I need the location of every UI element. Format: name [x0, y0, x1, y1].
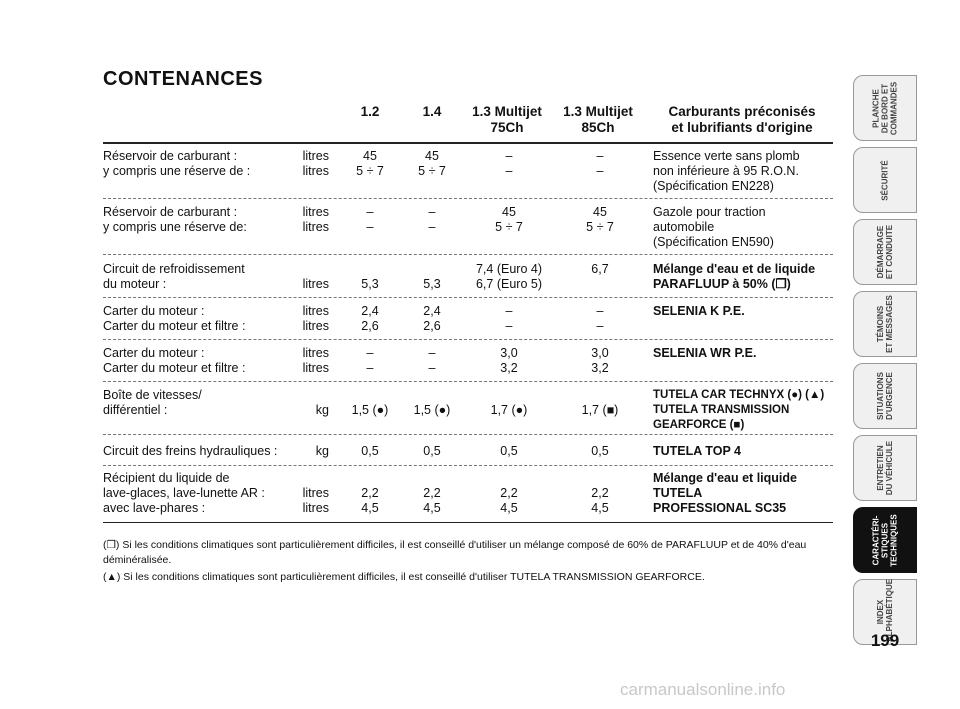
chapter-tabs [853, 75, 919, 651]
row-unit: litres litres [302, 205, 329, 234]
cell-multijet-85: 45 5 ÷ 7 [586, 205, 614, 234]
column-header-1-2: 1.2 [360, 104, 380, 119]
tab-label: SITUATIONS D'URGENCE [876, 372, 894, 420]
cell-1-2: 5,3 [361, 277, 379, 291]
tab-situations-urgence[interactable] [853, 363, 917, 429]
row-label: Circuit de refroidissement du moteur : [103, 262, 245, 291]
row-unit: litres litres [302, 149, 329, 178]
cell-multijet-75: 3,0 3,2 [500, 346, 518, 375]
row-divider [103, 339, 833, 340]
row-divider [103, 198, 833, 199]
row-label: Récipient du liquide de lave-glaces, lave-lunette AR : avec lave-phares : [103, 471, 265, 515]
row-product: Essence verte sans plomb non inférieure à 95 R.O.N. (Spécification EN228) [653, 149, 800, 193]
footnotes [103, 538, 833, 587]
row-label: Carter du moteur : Carter du moteur et filtre : [103, 304, 246, 333]
tab-securite[interactable] [853, 147, 917, 213]
row-label: Réservoir de carburant : y compris une réserve de : [103, 149, 251, 178]
page-number: 199 [870, 631, 900, 650]
cell-1-4: 2,4 2,6 [423, 304, 441, 333]
row-label: Réservoir de carburant : y compris une réserve de: [103, 205, 247, 234]
row-unit: litres litres [302, 486, 329, 515]
column-header-multijet-75: 1.3 Multijet 75Ch [472, 104, 542, 135]
row-divider [103, 434, 833, 435]
tab-label: TÉMOINS ET MESSAGES [876, 295, 894, 353]
row-product: SELENIA K P.E. [653, 304, 745, 318]
cell-1-4: – – [428, 346, 436, 375]
cell-multijet-85: 2,2 4,5 [591, 486, 609, 515]
table-bottom-rule [103, 522, 833, 523]
column-header-multijet-85: 1.3 Multijet 85Ch [563, 104, 633, 135]
row-unit: litres [302, 277, 329, 291]
row-divider [103, 297, 833, 298]
tab-temoins[interactable] [853, 291, 917, 357]
watermark: carmanualsonline.info [620, 680, 786, 699]
row-product: Gazole pour traction automobile (Spécification EN590) [653, 205, 774, 249]
row-divider [103, 254, 833, 255]
cell-1-4: 5,3 [423, 277, 441, 291]
cell-multijet-75: – – [505, 304, 513, 333]
row-divider [103, 381, 833, 382]
cell-multijet-85: – – [596, 149, 604, 178]
cell-1-2: 2,2 4,5 [361, 486, 379, 515]
row-unit: litres litres [302, 304, 329, 333]
row-unit: litres litres [302, 346, 329, 375]
cell-1-2: 2,4 2,6 [361, 304, 379, 333]
tab-label: INDEX ALPHABÉTIQUE [876, 578, 894, 642]
footnote-parAflu: (❒) Si les conditions climatiques sont particulièrement difficiles, il est conseillé d'utiliser un mélange composé de 60% de PARAFLUUP et de 40% d'eau déminéralisée. [103, 539, 807, 566]
page-title: CONTENANCES [103, 68, 263, 90]
row-label: Circuit des freins hydrauliques : [103, 444, 278, 458]
row-product: TUTELA CAR TECHNYX (●) (▲) TUTELA TRANSMISSION GEARFORCE (■) [653, 389, 825, 431]
column-header-products: Carburants préconisés et lubrifiants d'origine [668, 104, 816, 135]
cell-multijet-75: 0,5 [500, 444, 518, 458]
footnote-gearforce: (▲) Si les conditions climatiques sont particulièrement difficiles, il est conseillé d'utiliser TUTELA TRANSMISSION GEARFORCE. [103, 571, 705, 583]
cell-1-4: 45 5 ÷ 7 [418, 149, 446, 178]
tab-entretien[interactable] [853, 435, 917, 501]
tab-planche-de-bord[interactable] [853, 75, 917, 141]
tab-label: ENTRETIEN DU VÉHICULE [876, 440, 894, 496]
cell-multijet-75: 1,7 (●) [490, 403, 528, 417]
row-unit: kg [315, 403, 329, 417]
cell-multijet-85: 3,0 3,2 [591, 346, 609, 375]
cell-1-2: – – [366, 346, 374, 375]
cell-1-4: 1,5 (●) [413, 403, 451, 417]
row-product: SELENIA WR P.E. [653, 346, 757, 360]
cell-multijet-85: 1,7 (■) [581, 403, 619, 417]
cell-1-4: 0,5 [423, 444, 441, 458]
cell-multijet-75: – – [505, 149, 513, 178]
cell-1-2: – – [366, 205, 374, 234]
row-product: Mélange d'eau et liquide TUTELA PROFESSIONAL SC35 [653, 471, 797, 515]
tab-label: SÉCURITÉ [880, 159, 890, 201]
tab-label: DÉMARRAGE ET CONDUITE [876, 224, 894, 280]
tab-caracteristiques-techniques[interactable] [853, 507, 917, 573]
row-label: Carter du moteur : Carter du moteur et filtre : [103, 346, 246, 375]
cell-multijet-85: 0,5 [591, 444, 609, 458]
cell-multijet-75: 45 5 ÷ 7 [495, 205, 523, 234]
tab-label: CARACTÉRI- STIQUES TECHNIQUES [871, 513, 899, 567]
cell-1-2: 1,5 (●) [351, 403, 389, 417]
cell-multijet-75: 7,4 (Euro 4) 6,7 (Euro 5) [475, 262, 542, 291]
cell-multijet-85: – – [596, 304, 604, 333]
row-label: Boîte de vitesses/ différentiel : [103, 388, 202, 417]
tab-label: PLANCHE DE BORD ET COMMANDES [871, 81, 899, 135]
table-header-rule [103, 142, 833, 144]
row-divider [103, 465, 833, 466]
cell-multijet-85: 6,7 [591, 262, 609, 276]
cell-multijet-75: 2,2 4,5 [500, 486, 518, 515]
column-header-1-4: 1.4 [422, 104, 442, 119]
row-product: TUTELA TOP 4 [653, 444, 741, 458]
row-unit: kg [315, 444, 329, 458]
cell-1-4: 2,2 4,5 [423, 486, 441, 515]
tab-demarrage[interactable] [853, 219, 917, 285]
row-product: Mélange d'eau et de liquide PARAFLUUP à 50% (❒) [653, 262, 816, 291]
cell-1-4: – – [428, 205, 436, 234]
cell-1-2: 45 5 ÷ 7 [356, 149, 384, 178]
cell-1-2: 0,5 [361, 444, 379, 458]
